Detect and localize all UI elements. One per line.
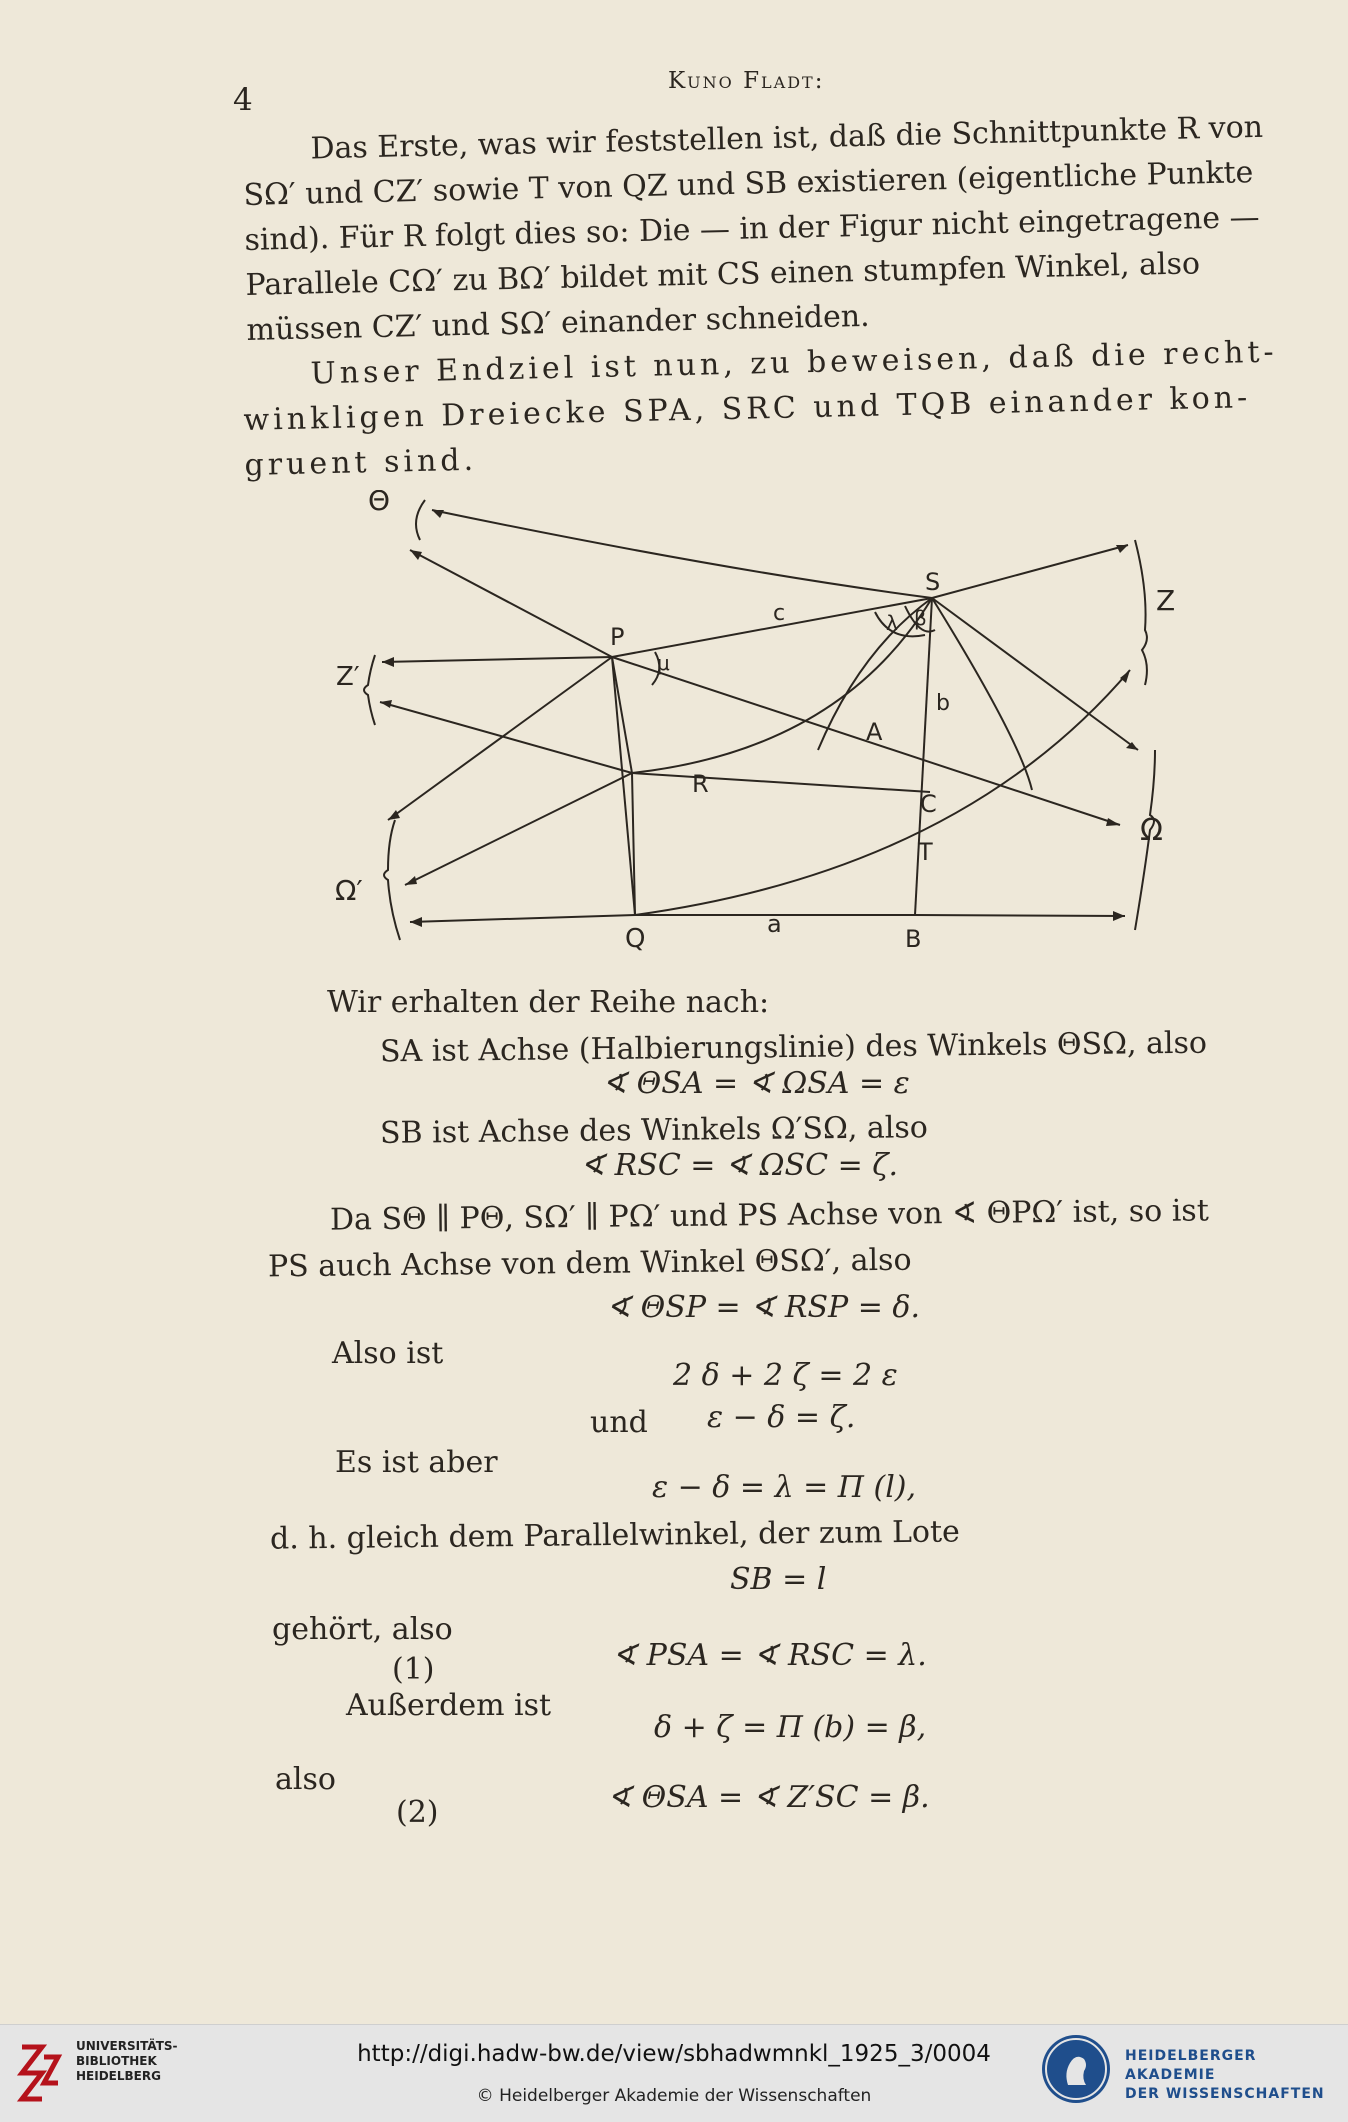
label-b-side: b: [936, 691, 950, 716]
segment-sb: [915, 598, 932, 915]
sa-equation: ∢ ΘSA = ∢ ΩSA = ε: [602, 1066, 910, 1101]
hadw-line: DER WISSENSCHAFTEN: [1125, 2086, 1325, 2102]
ray-q-left: [410, 915, 635, 922]
also-ist: Also ist: [332, 1336, 444, 1371]
number-2: (2): [396, 1795, 439, 1830]
da-line-1: Da SΘ ∥ PΘ, SΩ′ ∥ PΩ′ und PS Achse von ∢ ΘPΩ′ ist, so ist: [329, 1193, 1209, 1238]
ray-r-omega-prime: [405, 773, 632, 885]
omega-prime-brace: [384, 820, 400, 940]
es-ist-aber: Es ist aber: [335, 1445, 498, 1480]
number-1: (1): [392, 1652, 435, 1687]
reihe-line: Wir erhalten der Reihe nach:: [327, 985, 770, 1020]
ray-p-theta: [410, 550, 612, 657]
label-omega-prime: Ω′: [335, 874, 363, 907]
arrowhead: [1106, 818, 1120, 826]
label-s: S: [925, 568, 941, 596]
label-b-point: B: [905, 925, 922, 953]
arrowhead: [1116, 545, 1128, 553]
ub-line: HEIDELBERG: [76, 2069, 161, 2083]
curve-q-z: [635, 670, 1130, 915]
sb-equals-l: SB = l: [730, 1562, 827, 1597]
arrowhead: [1113, 911, 1125, 921]
sb-line: SB ist Achse des Winkels Ω′SΩ, also: [379, 1110, 929, 1151]
label-z: Z: [1156, 584, 1176, 617]
label-beta: β: [914, 606, 927, 630]
intro-line: sind). Für R folgt dies so: Die — in der Figur nicht eingetragene —: [244, 199, 1260, 258]
da-line-2: PS auch Achse von dem Winkel ΘSΩ′, also: [267, 1242, 912, 1285]
intro-line: SΩ′ und CZ′ sowie T von QZ und SB existieren (eigentliche Punkte: [243, 155, 1254, 213]
label-t: T: [918, 838, 933, 866]
theta-brace: [416, 500, 425, 540]
equation-6: ∢ ΘSA = ∢ Z′SC = β.: [607, 1780, 930, 1815]
label-q: Q: [625, 924, 646, 954]
und: und: [590, 1405, 648, 1440]
page-number: 4: [233, 82, 253, 118]
label-omega: Ω: [1140, 813, 1163, 848]
label-a-side: a: [767, 910, 782, 938]
label-a-point: A: [866, 718, 883, 746]
segment-r-c: [632, 773, 930, 792]
sb-equation: ∢ RSC = ∢ ΩSC = ζ.: [580, 1148, 899, 1183]
goal-line: Unser Endziel ist nun, zu beweisen, daß die recht-: [310, 334, 1278, 392]
segment-ps: [612, 598, 932, 657]
academy-seal-icon[interactable]: [1042, 2035, 1110, 2103]
ausserdem: Außerdem ist: [346, 1688, 552, 1723]
arrowhead: [410, 917, 422, 927]
ray-p-omega-prime: [388, 657, 612, 820]
arrowhead: [410, 550, 422, 560]
label-theta: Θ: [368, 490, 391, 517]
equation-5: δ + ζ = Π (b) = β,: [654, 1710, 927, 1745]
z-prime-brace: [364, 655, 375, 725]
ray-s-omega: [932, 598, 1138, 750]
academy-name: [1125, 2047, 1348, 2104]
geometry-figure: [320, 490, 1200, 960]
dh-line: d. h. gleich dem Parallelwinkel, der zum Lote: [269, 1514, 961, 1557]
arrowhead: [382, 657, 394, 667]
intro-line: Das Erste, was wir feststellen ist, daß die Schnittpunkte R von: [310, 109, 1264, 167]
hadw-line: HEIDELBERGER AKADEMIE: [1125, 2048, 1257, 2083]
ray-b-right: [915, 915, 1125, 916]
label-r: R: [692, 770, 709, 798]
label-z-prime: Z′: [336, 662, 360, 692]
equation-3: ε − δ = λ = Π (l),: [652, 1470, 917, 1505]
equation-1: 2 δ + 2 ζ = 2 ε: [673, 1358, 898, 1393]
gehoert: gehört, also: [272, 1612, 453, 1647]
arrowhead: [380, 700, 392, 708]
ub-line: BIBLIOTHEK: [76, 2054, 157, 2068]
ub-line: UNIVERSITÄTS-: [76, 2039, 178, 2053]
label-c-side: c: [773, 601, 786, 626]
copyright-notice: © Heidelberger Akademie der Wissenschaften: [476, 2086, 872, 2106]
label-c-point: C: [920, 790, 937, 818]
goal-line: gruent sind.: [244, 442, 478, 483]
da-equation: ∢ ΘSP = ∢ RSP = δ.: [606, 1290, 921, 1325]
equation-2: ε − δ = ζ.: [707, 1400, 856, 1435]
ray-r-z-prime: [380, 702, 632, 773]
goal-paragraph: [242, 330, 1278, 488]
intro-paragraph: [242, 105, 1267, 353]
label-mu: μ: [657, 651, 670, 675]
arrowhead: [432, 510, 444, 518]
intro-line: müssen CZ′ und SΩ′ einander schneiden.: [246, 298, 871, 348]
segment-pr: [612, 657, 632, 773]
ray-s-z: [932, 545, 1128, 598]
intro-line: Parallele CΩ′ zu BΩ′ bildet mit CS einen stumpfen Winkel, also: [245, 246, 1201, 303]
label-p: P: [610, 623, 625, 651]
arrowhead: [405, 876, 417, 885]
label-lambda: λ: [886, 611, 898, 635]
ray-p-z-prime: [382, 657, 612, 662]
goal-line: winkligen Dreiecke SPA, SRC und TQB einander kon-: [243, 380, 1252, 438]
sa-line: SA ist Achse (Halbierungslinie) des Winkels ΘSΩ, also: [379, 1025, 1208, 1070]
ray-s-theta: [432, 510, 932, 598]
equation-4: ∢ PSA = ∢ RSC = λ.: [612, 1638, 927, 1673]
also: also: [275, 1762, 336, 1797]
z-brace: [1135, 540, 1147, 685]
document-url[interactable]: http://digi.hadw-bw.de/view/sbhadwmnkl_1925_3/0004: [357, 2041, 991, 2067]
footer-bar: [0, 2024, 1348, 2122]
running-head: Kuno Fladt:: [668, 68, 825, 94]
